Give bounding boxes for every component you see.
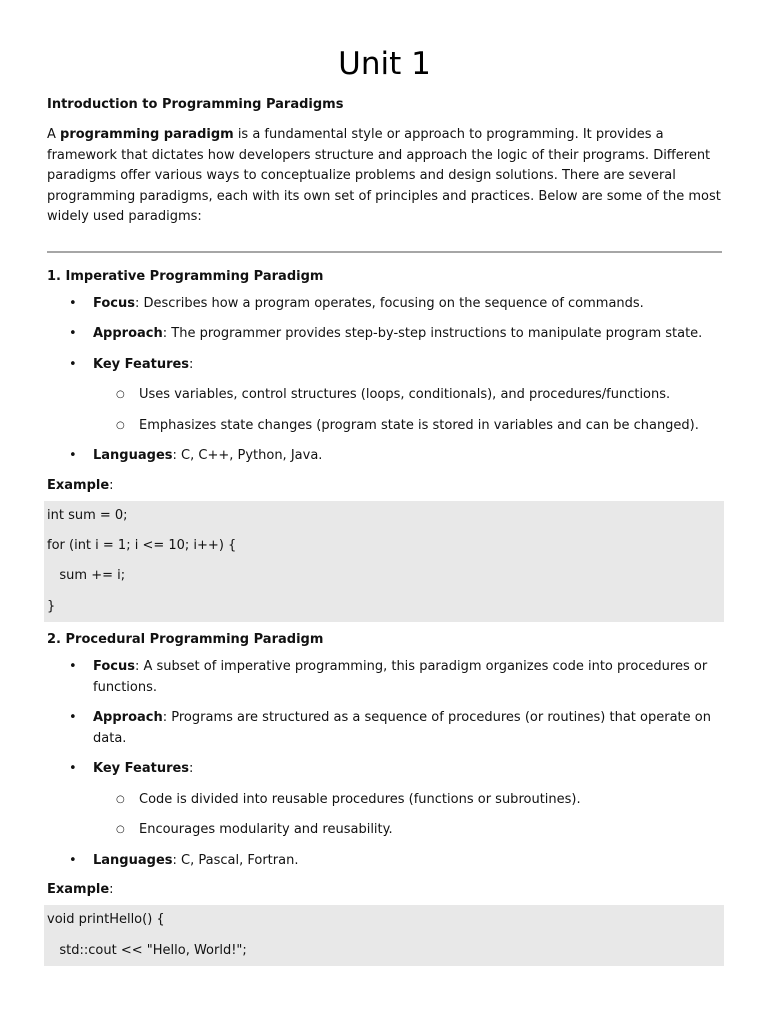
code-block [44, 501, 724, 623]
list-item-key-features [47, 355, 722, 437]
list-item [93, 820, 722, 841]
page-title: Unit 1 [338, 46, 431, 82]
section-procedural [47, 631, 722, 966]
intro-paragraph [47, 125, 722, 228]
list-item-approach [47, 324, 722, 345]
list-item [93, 385, 722, 406]
section-heading: 1. Imperative Programming Paradigm [47, 268, 324, 284]
focus-label: Focus [93, 659, 135, 675]
list-item-focus [47, 657, 722, 698]
bullet-icon: • [69, 852, 77, 868]
section-heading: 2. Procedural Programming Paradigm [47, 632, 324, 648]
code-line: int sum = 0; [47, 507, 128, 523]
focus-text: : Describes how a program operates, focusing on the sequence of commands. [134, 295, 644, 311]
code-line: } [47, 598, 56, 614]
languages-label: Languages [93, 448, 173, 463]
list-item-approach [47, 708, 722, 749]
example-label-text: Example [47, 477, 110, 493]
features-colon: : [189, 356, 194, 372]
focus-text: : A subset of imperative programming, this paradigm organizes code into procedures or functions. [93, 659, 708, 695]
bullet-icon: • [69, 356, 77, 372]
bullet-icon: • [69, 326, 77, 341]
bullet-icon: • [69, 659, 77, 675]
intro-suffix: is a fundamental style or approach to programming. It provides a framework that dictates how developers structure and approach the logic of their programs. Different paradigms offer various ways to conceptualize problems and design solutions. There are several programming paradigms, each with its own set of principles and practices. Below are some of the most widely used paradigms: [47, 127, 721, 224]
focus-label: Focus [93, 295, 135, 311]
unit-subtitle: Introduction to Programming Paradigms [47, 97, 344, 112]
features-label: Key Features [93, 356, 190, 372]
approach-text: : Programs are structured as a sequence of procedures (or routines) that operate on data. [93, 710, 711, 746]
bullet-list [47, 657, 722, 871]
circle-bullet-icon: ○ [116, 793, 125, 805]
features-label: Key Features [93, 761, 190, 777]
bullet-icon: • [69, 448, 77, 463]
list-item [93, 790, 722, 811]
feature-text: Uses variables, control structures (loops, conditionals), and procedures/functions. [139, 387, 671, 402]
bullet-icon: • [69, 710, 77, 726]
circle-bullet-icon: ○ [116, 419, 125, 431]
languages-text: : C, Pascal, Fortran. [172, 852, 299, 868]
code-block [44, 905, 724, 966]
code-line: std::cout << "Hello, World!"; [47, 942, 247, 958]
list-item-languages [47, 446, 722, 467]
approach-label: Approach [93, 326, 163, 341]
example-label [47, 477, 722, 495]
example-colon: : [109, 882, 114, 898]
intro-bold-term: programming paradigm [60, 127, 234, 142]
approach-label: Approach [93, 710, 163, 726]
feature-text: Code is divided into reusable procedures (functions or subroutines). [139, 791, 581, 807]
example-label-text: Example [47, 882, 110, 898]
example-colon: : [109, 477, 114, 493]
languages-text: : C, C++, Python, Java. [172, 448, 323, 463]
horizontal-divider [47, 251, 722, 253]
sub-bullet-list [93, 385, 722, 436]
approach-text: : The programmer provides step-by-step instructions to manipulate program state. [162, 326, 703, 341]
code-line: for (int i = 1; i <= 10; i++) { [47, 537, 237, 553]
bullet-list [47, 294, 722, 467]
list-item-languages [47, 851, 722, 872]
list-item-key-features [47, 759, 722, 841]
bullet-icon: • [69, 295, 77, 311]
section-imperative [47, 268, 722, 623]
intro-prefix: A [47, 127, 61, 142]
list-item [93, 416, 722, 437]
example-label [47, 881, 722, 899]
code-line: sum += i; [47, 568, 126, 584]
feature-text: Encourages modularity and reusability. [139, 822, 393, 838]
code-line: void printHello() { [47, 912, 165, 928]
list-item-focus [47, 294, 722, 315]
languages-label: Languages [93, 852, 173, 868]
circle-bullet-icon: ○ [116, 824, 125, 836]
feature-text: Emphasizes state changes (program state is stored in variables and can be changed). [139, 417, 699, 433]
features-colon: : [189, 761, 194, 777]
bullet-icon: • [69, 761, 77, 777]
circle-bullet-icon: ○ [116, 389, 125, 400]
sub-bullet-list [93, 790, 722, 841]
